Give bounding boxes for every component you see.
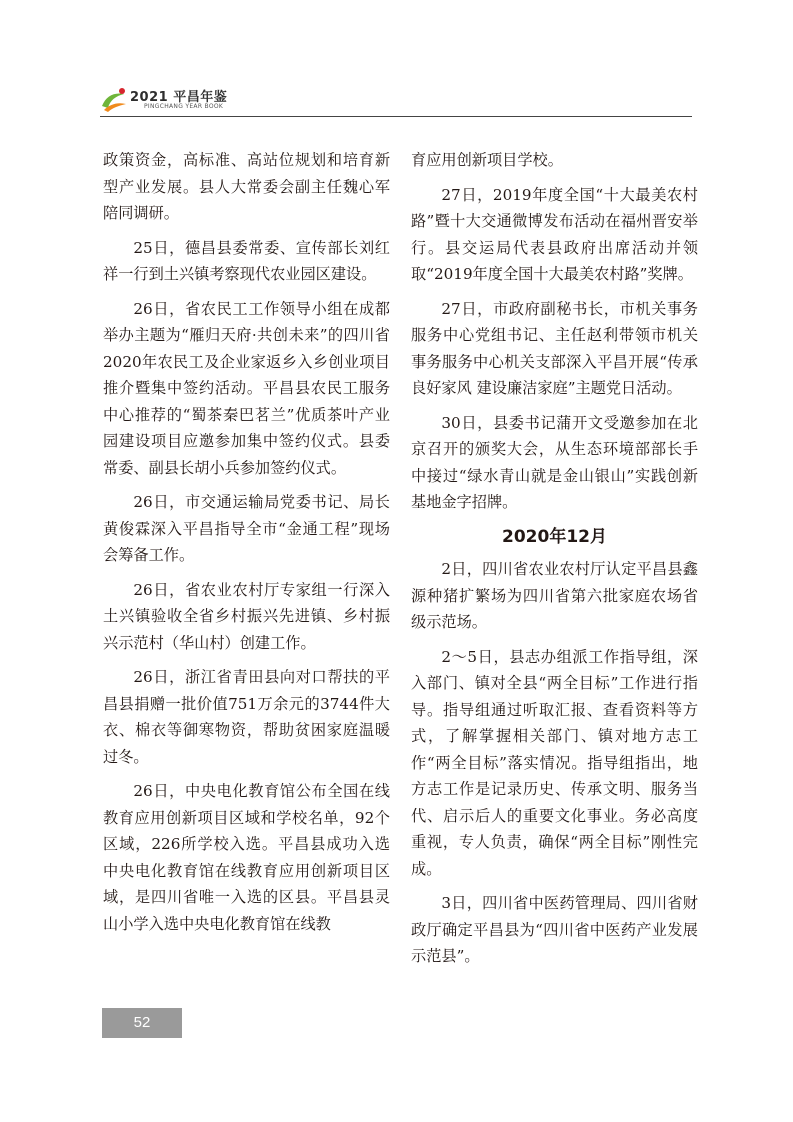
page-number: 52 xyxy=(102,1008,182,1038)
paragraph: 3日，四川省中医药管理局、四川省财政厅确定平昌县为“四川省中医药产业发展示范县”。 xyxy=(411,894,698,965)
page-header xyxy=(100,82,692,118)
paragraph: 2～5日，县志办组派工作指导组，深入部门、镇对全县“两全目标”工作进行指导。指导组通过听取汇报、查看资料等方式，了解掌握相关部门、镇对地方志工作“两全目标”落实情况。指导组指出，地方志工作是记录历史、传承文明、服务当代、启示后人的重要文化事业。务必高度重视，专人负责，确保“两全目标”刚性完成。 xyxy=(411,647,698,878)
paragraph: 26日，省农民工工作领导小组在成都举办主题为“雁归天府·共创未来”的四川省2020年农民工及企业家返乡入乡创业项目推介暨集中签约活动。平昌县农民工服务中心推荐的“蜀茶秦巴茗兰”优质茶叶产业园建设项目应邀参加集中签约仪式。县委常委、副县长胡小兵参加签约仪式。 xyxy=(103,299,390,477)
paragraph: 27日，市政府副秘书长，市机关事务服务中心党组书记、主任赵利带领市机关事务服务中心机关支部深入平昌开展“传承良好家风 建设廉洁家庭”主题党日活动。 xyxy=(411,299,698,397)
header-divider xyxy=(100,116,692,117)
paragraph: 2日，四川省农业农村厅认定平昌县鑫源种猪扩繁场为四川省第六批家庭农场省级示范场。 xyxy=(411,560,698,631)
paragraph: 26日，浙江省青田县向对口帮扶的平昌县捐赠一批价值751万余元的3744件大衣、棉衣等御寒物资，帮助贫困家庭温暖过冬。 xyxy=(103,668,390,766)
yearbook-subtitle: PINGCHANG YEAR BOOK xyxy=(144,103,224,110)
paragraph: 27日，2019年度全国“十大最美农村路”暨十大交通微博发布活动在福州晋安举行。县交运局代表县政府出席活动并领取“2019年度全国十大最美农村路”奖牌。 xyxy=(411,185,698,283)
yearbook-year: 2021 xyxy=(130,90,169,105)
month-heading: 2020年12月 xyxy=(502,526,607,547)
paragraph: 26日，市交通运输局党委书记、局长黄俊霖深入平昌指导全市“金通工程”现场会筹备工作。 xyxy=(103,493,390,564)
paragraph: 25日，德昌县委常委、宣传部长刘红祥一行到土兴镇考察现代农业园区建设。 xyxy=(103,238,390,283)
paragraph: 26日，中央电化教育馆公布全国在线教育应用创新项目区域和学校名单，92个区域，226所学校入选。平昌县成功入选中央电化教育馆在线教育应用创新项目区域，是四川省唯一入选的区县。平昌县灵山小学入选中央电化教育馆在线教 xyxy=(103,782,390,933)
paragraph: 26日，省农业农村厅专家组一行深入土兴镇验收全省乡村振兴先进镇、乡村振兴示范村（华山村）创建工作。 xyxy=(103,580,390,652)
right-column xyxy=(411,147,698,970)
left-column xyxy=(103,147,390,937)
paragraph: 30日，县委书记蒲开文受邀参加在北京召开的颁奖大会，从生态环境部部长手中接过“绿水青山就是金山银山”实践创新基地金字招牌。 xyxy=(411,413,698,511)
paragraph: 育应用创新项目学校。 xyxy=(411,151,563,169)
paragraph: 政策资金，高标准、高站位规划和培育新型产业发展。县人大常委会副主任魏心军陪同调研。 xyxy=(103,151,390,222)
yearbook-name: 平昌年鉴 xyxy=(173,90,228,105)
yearbook-logo-icon xyxy=(100,86,128,114)
